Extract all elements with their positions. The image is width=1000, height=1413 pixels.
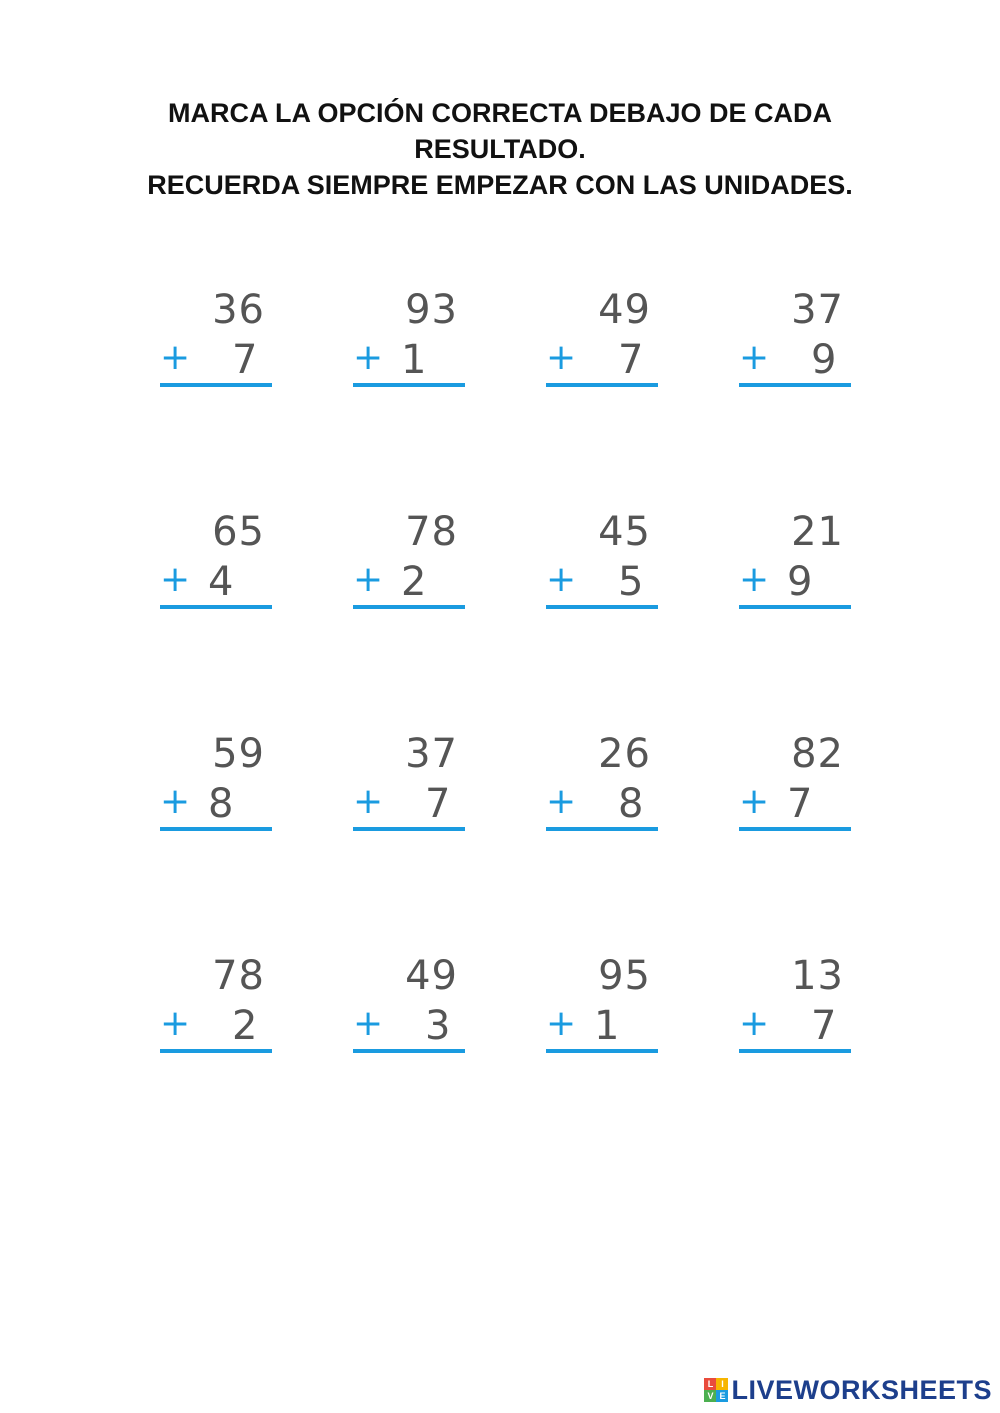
addition-problem	[546, 507, 666, 617]
first-addend: 93	[405, 287, 458, 333]
second-addend: 3	[425, 1003, 452, 1049]
sum-line	[546, 1049, 658, 1053]
sum-line	[739, 1049, 851, 1053]
plus-sign: +	[160, 781, 191, 822]
instructions-line-3: RECUERDA SIEMPRE EMPEZAR CON LAS UNIDADES.	[147, 170, 853, 200]
instructions-line-1: MARCA LA OPCIÓN CORRECTA DEBAJO DE CADA	[167, 98, 832, 128]
sum-line	[739, 827, 851, 831]
first-addend: 36	[212, 287, 265, 333]
second-addend: 8	[618, 781, 645, 827]
liveworksheets-logo-icon: L I V E	[704, 1378, 728, 1402]
first-addend: 78	[212, 953, 265, 999]
second-addend: 5	[618, 559, 645, 605]
sum-line	[353, 1049, 465, 1053]
second-addend: 7	[425, 781, 452, 827]
addition-problem	[546, 285, 666, 395]
plus-sign: +	[546, 1003, 577, 1044]
addition-problem	[739, 285, 859, 395]
first-addend: 65	[212, 509, 265, 555]
sum-line	[739, 605, 851, 609]
addition-problem	[739, 507, 859, 617]
plus-sign: +	[546, 337, 577, 378]
first-addend: 37	[405, 731, 458, 777]
first-addend: 21	[791, 509, 844, 555]
first-addend: 26	[598, 731, 651, 777]
addition-problem	[160, 285, 280, 395]
addition-problem	[160, 951, 280, 1061]
addition-problem	[160, 507, 280, 617]
logo-text: LIVEWORKSHEETS	[731, 1374, 992, 1405]
second-addend: 8	[208, 781, 235, 827]
first-addend: 49	[598, 287, 651, 333]
first-addend: 37	[791, 287, 844, 333]
instructions-title	[60, 95, 940, 203]
plus-sign: +	[353, 337, 384, 378]
addition-problem	[546, 729, 666, 839]
addition-problem	[160, 729, 280, 839]
first-addend: 45	[598, 509, 651, 555]
plus-sign: +	[739, 1003, 770, 1044]
addition-problem	[353, 729, 473, 839]
plus-sign: +	[739, 337, 770, 378]
sum-line	[353, 605, 465, 609]
sum-line	[160, 383, 272, 387]
second-addend: 7	[618, 337, 645, 383]
first-addend: 49	[405, 953, 458, 999]
plus-sign: +	[353, 781, 384, 822]
addition-problem	[353, 285, 473, 395]
plus-sign: +	[546, 781, 577, 822]
plus-sign: +	[546, 559, 577, 600]
sum-line	[546, 827, 658, 831]
second-addend: 7	[787, 781, 814, 827]
plus-sign: +	[160, 559, 191, 600]
addition-problem	[353, 951, 473, 1061]
sum-line	[739, 383, 851, 387]
addition-problem	[353, 507, 473, 617]
plus-sign: +	[739, 781, 770, 822]
first-addend: 59	[212, 731, 265, 777]
second-addend: 4	[208, 559, 235, 605]
plus-sign: +	[160, 1003, 191, 1044]
second-addend: 9	[811, 337, 838, 383]
sum-line	[160, 605, 272, 609]
first-addend: 78	[405, 509, 458, 555]
sum-line	[160, 1049, 272, 1053]
second-addend: 7	[232, 337, 259, 383]
first-addend: 95	[598, 953, 651, 999]
plus-sign: +	[353, 559, 384, 600]
plus-sign: +	[160, 337, 191, 378]
second-addend: 2	[232, 1003, 259, 1049]
first-addend: 82	[791, 731, 844, 777]
second-addend: 9	[787, 559, 814, 605]
addition-problem	[739, 951, 859, 1061]
second-addend: 2	[401, 559, 428, 605]
sum-line	[546, 605, 658, 609]
sum-line	[353, 383, 465, 387]
addition-problem	[546, 951, 666, 1061]
sum-line	[546, 383, 658, 387]
addition-problem	[739, 729, 859, 839]
plus-sign: +	[353, 1003, 384, 1044]
instructions-line-2: RESULTADO.	[414, 134, 586, 164]
plus-sign: +	[739, 559, 770, 600]
second-addend: 1	[401, 337, 428, 383]
first-addend: 13	[791, 953, 844, 999]
liveworksheets-logo	[704, 1375, 992, 1405]
sum-line	[160, 827, 272, 831]
second-addend: 7	[811, 1003, 838, 1049]
second-addend: 1	[594, 1003, 621, 1049]
sum-line	[353, 827, 465, 831]
